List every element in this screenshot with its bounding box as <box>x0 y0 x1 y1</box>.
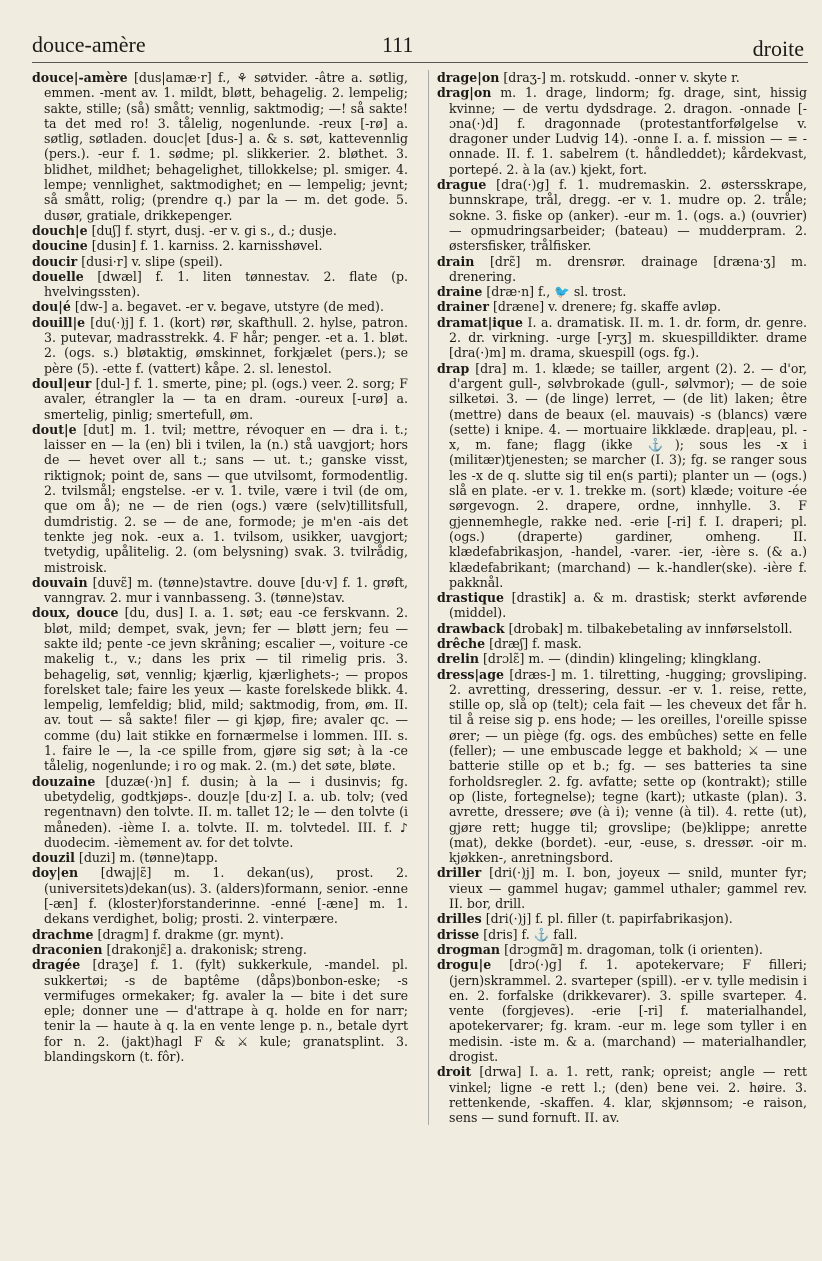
entry-headword: draconien <box>32 941 103 957</box>
entry-definition: [dut] m. 1. tvil; mettre, révoquer en — dra i. t.; laisser en — la (en) bli i tvilen, la (n.) stå uavgjort; hors de — hevet over all t.; sans — ut. t.; ganske visst, riktignok; point de, sans — que utvilsomt, formodentlig. 2. tvilsmål; engstelse. -er v. 1. tvile, være i tvil (de om, que om å); ne — de rien (ogs.) være (selv)tillitsfull, dumdristig. 2. se — de ane, formode; je m'en -ais det tenkte jeg nok. -eux a. 1. tvilsom, usikker, uavgjort; tvetydig, upålitelig. 2. (om belysning) svak. 3. tvilrådig, mistroisk. <box>44 421 408 575</box>
dictionary-entry <box>32 850 408 865</box>
dictionary-entry <box>32 315 408 376</box>
dictionary-entry <box>437 957 807 1064</box>
entry-definition: [drwa] I. a. 1. rett, rank; opreist; angle — rett vinkel; ligne -e rett l.; (den) bene vei. 2. høire. 3. rettenkende, -skaffen. 4. klar, skjønnsom; -e raison, sens — sund fornuft. II. av. <box>449 1064 807 1126</box>
dictionary-entry <box>32 774 408 850</box>
entry-headword: droit <box>437 1064 472 1080</box>
entry-headword: douch|e <box>32 222 88 238</box>
entry-definition: [draʒ-] m. rotskudd. -onner v. skyte r. <box>503 70 740 85</box>
page-number: 111 <box>382 32 414 57</box>
entry-headword: dragée <box>32 957 81 973</box>
dictionary-entry <box>32 299 408 314</box>
entry-definition: [dra(·)g] f. 1. mudremaskin. 2. østersskrape, bunnskrape, trål, dregg. -er v. 1. mudre op. 2. tråle; sokne. 3. fiske op (anker). -eur m. 1. (ogs. a.) (ouvrier) — opmudringsarbeider; (bateau) — mudderpram. 2. østersfisker, trålfisker. <box>449 177 807 254</box>
entry-headword: douzil <box>32 850 75 866</box>
entry-headword: driller <box>437 865 482 881</box>
entry-headword: dramat|ique <box>437 314 523 330</box>
entry-definition: [drɔgmɑ̃] m. dragoman, tolk (i orienten). <box>504 941 763 957</box>
dictionary-entry <box>32 942 408 957</box>
dictionary-entry <box>437 651 807 666</box>
entry-headword: doux, douce <box>32 605 119 621</box>
dictionary-entry <box>32 254 408 269</box>
entry-definition: [dri(·)j] m. I. bon, joyeux — snild, munter fyr; vieux — gammel hugav; gammel uthaler; gammel rev. II. bor, drill. <box>449 865 807 912</box>
header-rule <box>32 62 808 63</box>
entry-headword: douzaine <box>32 773 96 789</box>
dictionary-entry <box>437 299 807 314</box>
entry-definition: [dri(·)j] f. pl. filler (t. papirfabrikasjon). <box>485 911 733 927</box>
dictionary-entry <box>437 911 807 926</box>
dictionary-entry <box>32 376 408 422</box>
header-right-guideword: droite <box>752 36 804 61</box>
entry-definition: [drastik] a. & m. drastisk; sterkt avførende (middel). <box>449 590 807 621</box>
entry-definition: [duvɛ̃] m. (tønne)stavtre. douve [du·v] f. 1. grøft, vanngrav. 2. mur i vannbasseng. 3. (tønne)stav. <box>44 574 408 606</box>
dictionary-entry <box>437 942 807 957</box>
entry-definition: [drɛ̃] m. drensrør. drainage [dræna·ʒ] m. drenering. <box>449 253 808 284</box>
entry-definition: [duʃ] f. styrt, dusj. -er v. gi s., d.; dusje. <box>91 222 337 238</box>
entry-headword: doucine <box>32 238 88 254</box>
entry-definition: [dragm] f. drakme (gr. mynt). <box>97 926 284 942</box>
dictionary-entry <box>32 70 408 223</box>
entry-headword: drogman <box>437 941 501 957</box>
entry-headword: doul|eur <box>32 375 92 391</box>
entry-definition: [dusi·r] v. slipe (speil). <box>81 253 223 269</box>
entry-definition: [dul-] f. 1. smerte, pine; pl. (ogs.) veer. 2. sorg; F avaler, étrangler la — ta en dram. -oureux [-urø] a. smertelig, pinlig; smertefull, øm. <box>44 375 408 422</box>
entry-definition: [dræʃ] f. mask. <box>489 635 582 651</box>
entry-definition: m. 1. drage, lindorm; fg. drage, sint, hissig kvinne; — de vertu dydsdrage. 2. dragon. -onnade [-ɔna(·)d] f. dragonnade (protestantforfølgelse v. dragoner under Ludvig 14). -onne I. a. f. mission — = -onnade. II. f. 1. sabelrem (t. håndleddet); kårdekvast, portepé. 2. à la (av.) kjekt, fort. <box>449 85 807 177</box>
entry-headword: doucir <box>32 253 78 269</box>
entry-headword: douelle <box>32 268 84 284</box>
dictionary-entry <box>437 1064 807 1125</box>
entry-definition: [drobak] m. tilbakebetaling av innførselstoll. <box>508 620 793 636</box>
entry-headword: drelin <box>437 651 480 667</box>
entry-definition: I. a. dramatisk. II. m. 1. dr. form, dr. genre. 2. dr. virkning. -urge [-yrʒ] m. skuespilldikter. drame [dra(·)m] m. drama, skuespill (ogs. fg.). <box>449 314 807 361</box>
entry-headword: drage|on <box>437 70 500 85</box>
dictionary-entry <box>437 865 807 911</box>
entry-headword: dou|é <box>32 299 71 315</box>
columns <box>32 70 808 1125</box>
entry-definition: [dris] f. ⚓ fall. <box>483 926 578 942</box>
dictionary-entry <box>437 590 807 621</box>
dictionary-entry <box>437 636 807 651</box>
entry-definition: [drakonjɛ̃] a. drakonisk; streng. <box>106 941 307 957</box>
entry-definition: [dw-] a. begavet. -er v. begave, utstyre (de med). <box>74 299 384 315</box>
entry-definition: [du(·)j] f. 1. (kort) rør, skafthull. 2. hylse, patron. 3. putevar, madrasstrekk. 4. F hår; penger. -et a. 1. bløt. 2. (ogs. s.) bløtaktig, ømskinnet, forkjælet (pers.); se père (5). -ette f. (vattert) kåpe. 2. sl. lenestol. <box>44 314 408 376</box>
dictionary-entry <box>32 422 408 575</box>
column-right <box>428 70 807 1125</box>
dictionary-entry <box>32 865 408 926</box>
entry-definition: [dwæl] f. 1. liten tønnestav. 2. flate (p. hvelvingssten). <box>44 268 408 300</box>
entry-definition: [dus|amæ·r] f., ⚘ søtvider. -âtre a. søtlig, emmen. -ment av. 1. mildt, bløtt, behagelig. 2. lempelig; sakte, stille; (så) smått; vennlig, saktmodig; —! så sakte! ta det med ro! 3. tålelig, nogenlunde. -reux [-rø] a. søtlig, søtladen. douc|et [dus-] a. & s. søt, kattevennlig (pers.). -eur f. 1. sødme; pl. slikkerier. 2. bløthet. 3. blidhet, mildhet; behagelighet, tillokkelse; pl. smiger. 4. lempe; vennlighet, saktmodighet; en — lempelig; jevnt; så smått, rolig; (prendre q.) par la — m. det gode. 5. dusør, gratiale, drikkepenger. <box>44 70 408 223</box>
dictionary-entry <box>437 621 807 636</box>
dictionary-entry <box>32 269 408 300</box>
entry-headword: drastique <box>437 590 505 606</box>
page-header <box>32 28 808 64</box>
entry-definition: [draʒe] f. 1. (fylt) sukkerkule, -mandel. pl. sukkertøi; -s de baptême (dåps)bonbon-eske; -s vermifuges ormekaker; fg. avaler la — bite i det sure eple; donner une — d'attrape à q. holde en for narr; tenir la — haute à q. la en vente lenge p. n., betale dyrt for n. 2. (jakt)hagl F & ⚔ kule; granatsplint. 3. blandingskorn (t. fôr). <box>44 957 408 1064</box>
dictionary-entry <box>437 361 807 590</box>
entry-headword: drap <box>437 360 470 376</box>
entry-definition: [dræne] v. drenere; fg. skaffe avløp. <box>493 299 721 315</box>
dictionary-entry <box>32 223 408 238</box>
entry-definition: [duzi] m. (tønne)tapp. <box>78 850 218 866</box>
dictionary-entry <box>437 284 807 299</box>
header-left-guideword: douce-amère <box>32 32 146 57</box>
column-left <box>32 70 408 1125</box>
entry-headword: douvain <box>32 574 88 590</box>
entry-headword: drêche <box>437 635 486 651</box>
entry-headword: drawback <box>437 620 505 636</box>
entry-headword: douce|-amère <box>32 70 128 85</box>
entry-headword: drogu|e <box>437 957 492 973</box>
entry-headword: drilles <box>437 911 482 927</box>
dictionary-entry <box>32 957 408 1064</box>
entry-headword: draine <box>437 284 483 300</box>
dictionary-entry <box>437 667 807 866</box>
dictionary-entry <box>437 177 807 253</box>
entry-headword: drisse <box>437 926 480 942</box>
entry-definition: [dræs-] m. 1. tilretting, -hugging; grovsliping. 2. avretting, dressering, dessur. -er v. 1. reise, rette, stille op, slå op (telt); cela fait — les cheveux det får h. til å reise sig p. ens hode; — les oreilles, l'oreille spisse ører; — un piège (fg. ogs. des embûches) sette en felle (feller); — une embuscade legge et bakhold; ⚔ — une batterie stille op et b.; fg. — ses batteries ta sine forholdsregler. 2. fg. avfatte; sette op (kontrakt); stille op (liste, fortegnelse); tegne (kart); utkaste (plan). 3. avrette, dressere; øve (à i); venne (à til). 4. rette (ut), gjøre rett; hugge til; grovslipe; (be)klippe; anrette (mat), dekke (bordet). -eur, -euse, s. dressør. -oir m. kjøkken-, anretningsbord. <box>449 666 807 866</box>
entry-headword: douill|e <box>32 314 86 330</box>
entry-headword: drain <box>437 253 475 269</box>
entry-definition: [drɔlɛ̃] m. — (dindin) klingeling; klingklang. <box>483 651 762 667</box>
entry-headword: dress|age <box>437 666 504 682</box>
dictionary-entry <box>437 315 807 361</box>
entry-definition: [drɔ(·)g] f. 1. apotekervare; F filleri; (jern)skrammel. 2. svarteper (spill). -er v. tylle medisin i en. 2. forfalske (drikkevarer). 3. spille svarteper. 4. vente (forgjeves). -erie [-ri] f. materialhandel, apotekervarer; fg. kram. -eur m. lege som tyller i en medisin. -iste m. & a. (marchand) — materialhandler, drogist. <box>449 957 807 1064</box>
entry-headword: doy|en <box>32 865 79 881</box>
dictionary-entry <box>437 927 807 942</box>
dictionary-entry <box>32 927 408 942</box>
entry-headword: drague <box>437 177 487 193</box>
dictionary-entry <box>32 238 408 253</box>
dictionary-entry <box>437 70 807 85</box>
entry-definition: [dra] m. 1. klæde; se tailler, argent (2). 2. — d'or, d'argent gull-, sølvbrokade (gull-, sølvmor); — de soie silketøi. 3. — (de linge) lerret, — (de lit) laken; être (mettre) dans de beaux (el. mauvais) -s (blancs) være (sette) i knipe. 4. — mortuaire likklæde. drap|eau, pl. -x, m. fane; flagg (ikke ⚓); sous les -x i (militær)tjenesten; se marcher (I. 3); fg. se ranger sous les -x de q. slutte sig til en(s parti); planter un — (ogs.) slå en plate. -er v. 1. trekke m. (sort) klæde; voiture -ée sørgevogn. 2. drapere, ordne, innhylle. 3. F gjennemhegle, rakke ned. -erie [-ri] f. I. draperi; pl. (ogs.) (draperte) gardiner, omheng. II. klædefabrikasjon, -handel, -varer. -ier, -ière s. (& a.) klædefabrikant; (marchand) — k.-handler(ske). -ière f. pakknål. <box>449 360 807 590</box>
entry-headword: dout|e <box>32 421 77 437</box>
entry-headword: drainer <box>437 299 489 315</box>
entry-headword: drachme <box>32 926 94 942</box>
entry-headword: drag|on <box>437 85 492 101</box>
entry-definition: [du, dus] I. a. 1. søt; eau -ce ferskvann. 2. bløt, mild; dempet, svak, jevn; fer — bløtt jern; feu — sakte ild; pente -ce jevn skråning; escalier —, voiture -ce makelig t., v.; dans les prix — til rimelig pris. 3. behagelig, søt, vennlig; kjærlig, kjærlighets-; — propos forelsket tale; faire les yeux — kaste forelskede blikk. 4. lempelig, lemfeldig; blid, mild; saktmodig, from, øm. II. av. tout — så sakte! filer — gi kjøp, fire; avaler qc. — comme (du) lait stikke en fornærmelse i lommen. III. s. 1. faire le —, la -ce spille from, gjøre sig søt; à la -ce tålelig, nogenlunde; i ro og mak. 2. (m.) det søte, bløte. <box>44 605 408 774</box>
dictionary-entry <box>437 85 807 177</box>
entry-definition: [dwaj|ɛ̃] m. 1. dekan(us), prost. 2. (universitets)dekan(us). 3. (alders)formann, senior. -enne [-æn] f. (kloster)forstanderinne. -enné [-æne] m. 1. dekans verdighet, bolig; prosti. 2. vinterpære. <box>44 865 408 927</box>
dictionary-entry <box>32 575 408 606</box>
entry-definition: [duzæ(·)n] f. dusin; à la — i dusinvis; fg. ubetydelig, godtkjøps-. douz|e [du·z] I. a. ub. tolv; (ved regentnavn) den tolvte. II. m. tallet 12; le — den tolvte (i måneden). -ième I. a. tolvte. II. m. tolvtedel. III. f. ♪ duodecim. -ièmement av. for det tolvte. <box>44 773 408 850</box>
entry-definition: [dusin] f. 1. karniss. 2. karnisshøvel. <box>91 238 323 254</box>
dictionary-entry <box>437 254 807 285</box>
dictionary-entry <box>32 605 408 773</box>
entry-definition: [dræ·n] f., 🐦 sl. trost. <box>486 284 627 300</box>
